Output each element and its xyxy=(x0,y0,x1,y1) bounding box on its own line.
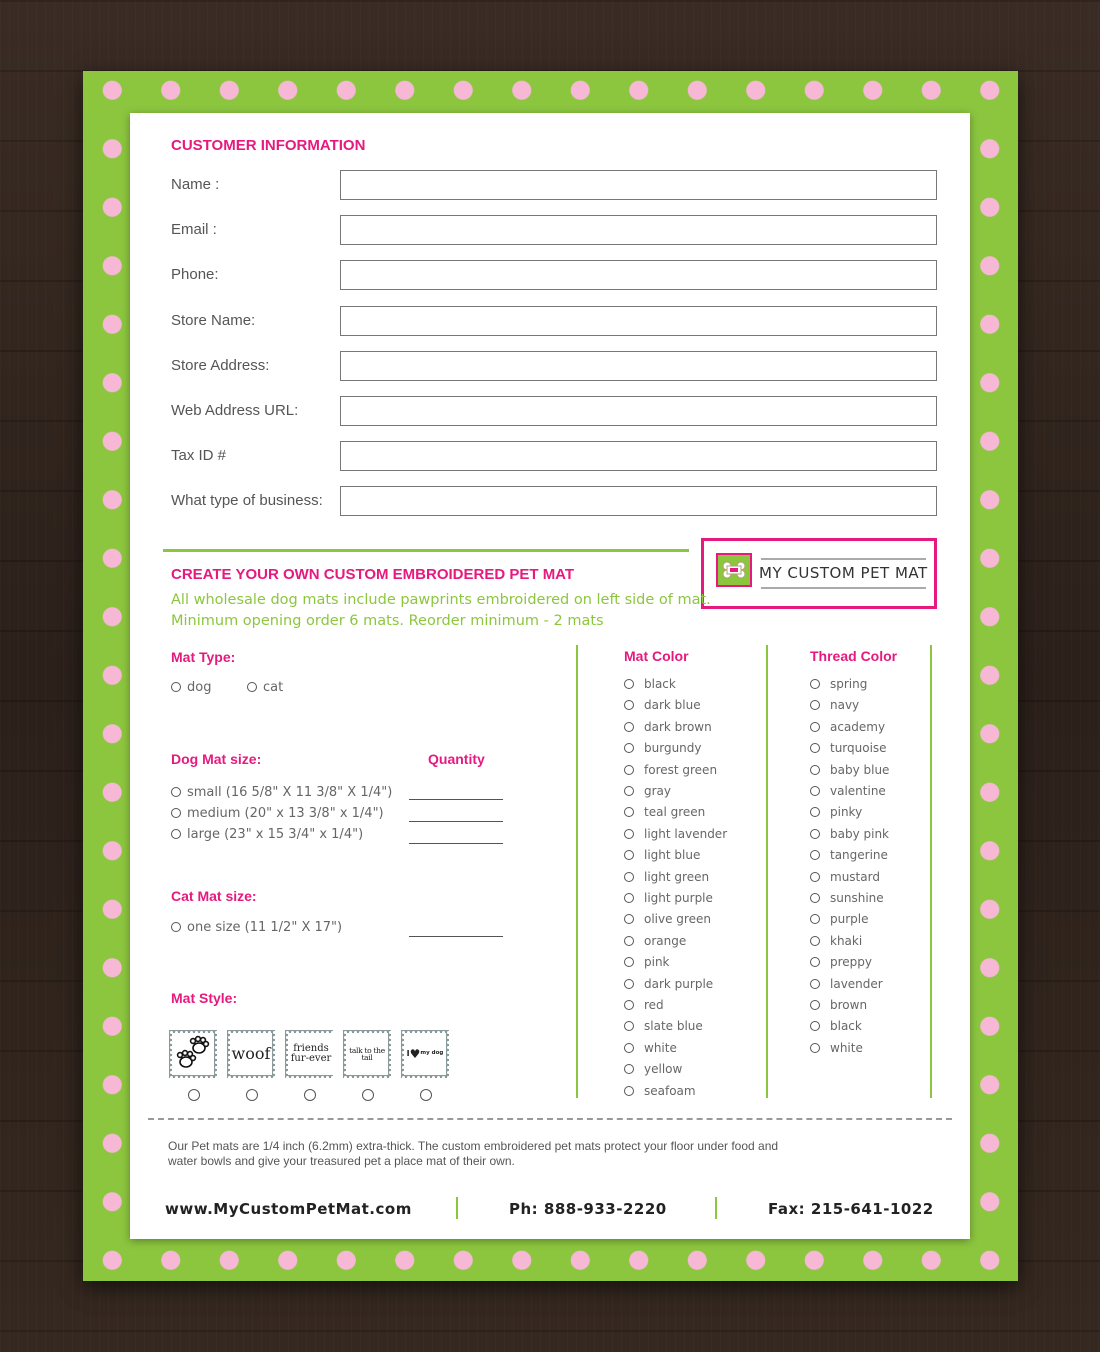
color-option[interactable] xyxy=(810,912,869,926)
radio-button[interactable] xyxy=(810,700,820,710)
cat-size-one-option[interactable]: one size (11 1/2" X 17") xyxy=(171,920,342,935)
radio-button[interactable] xyxy=(624,893,634,903)
radio-button[interactable] xyxy=(810,893,820,903)
footer-separator-2 xyxy=(715,1197,717,1219)
style-radio-1[interactable] xyxy=(188,1087,206,1105)
quantity-line-small[interactable] xyxy=(409,799,503,800)
mat-description-line2: water bowls and give your treasured pet a place mat of their own. xyxy=(168,1154,515,1168)
color-option-label: tangerine xyxy=(830,848,888,863)
dog-size-small-option[interactable]: small (16 5/8" X 11 3/8" X 1/4") xyxy=(171,785,392,800)
friends-fur-ever-text: friends fur-ever xyxy=(288,1033,334,1075)
quantity-line-cat[interactable] xyxy=(409,936,503,937)
color-option-label: sunshine xyxy=(830,891,884,905)
radio-button[interactable] xyxy=(624,679,634,689)
radio-button[interactable] xyxy=(171,682,181,692)
radio-button[interactable] xyxy=(810,786,820,796)
radio-button[interactable] xyxy=(810,872,820,882)
color-option[interactable] xyxy=(810,784,886,798)
radio-button[interactable] xyxy=(247,682,257,692)
color-option-label: preppy xyxy=(830,955,873,970)
radio-button[interactable] xyxy=(624,1064,634,1074)
color-option[interactable] xyxy=(624,1084,696,1098)
radio-button[interactable] xyxy=(810,957,820,967)
color-option[interactable] xyxy=(624,955,670,969)
talk-to-the-tail-text: talk to the tail xyxy=(346,1033,388,1075)
radio-button[interactable] xyxy=(810,1043,820,1053)
quantity-line-medium[interactable] xyxy=(409,821,503,822)
color-option[interactable] xyxy=(810,998,867,1012)
radio-button[interactable] xyxy=(810,1021,820,1031)
custom-mat-heading: CREATE YOUR OWN CUSTOM EMBROIDERED PET MAT xyxy=(171,566,575,583)
color-option[interactable] xyxy=(624,1062,682,1076)
color-option[interactable] xyxy=(624,720,712,734)
field-label: Name : xyxy=(171,176,220,193)
color-option-label: pink xyxy=(644,955,670,970)
color-option-label: dark purple xyxy=(644,976,714,991)
color-option-label: baby pink xyxy=(830,826,890,841)
style-woof[interactable] xyxy=(227,1030,275,1078)
style-friends-fur-ever[interactable] xyxy=(285,1030,333,1078)
text-input[interactable] xyxy=(340,396,937,426)
color-option[interactable] xyxy=(810,763,889,777)
color-option[interactable] xyxy=(624,977,713,991)
field-label: Tax ID # xyxy=(171,447,227,465)
color-option[interactable] xyxy=(810,827,889,841)
radio-button[interactable] xyxy=(624,936,634,946)
color-option[interactable] xyxy=(624,848,700,862)
cat-size-label: Cat Mat size: xyxy=(171,888,257,904)
color-option-label: valentine xyxy=(830,784,886,798)
color-option[interactable] xyxy=(624,870,709,884)
quantity-label: Quantity xyxy=(428,751,485,767)
color-option-label: lavender xyxy=(830,976,883,991)
color-option-label: baby blue xyxy=(830,762,890,777)
radio-button[interactable] xyxy=(624,765,634,775)
minimum-order-note: Minimum opening order 6 mats. Reorder minimum - 2 mats xyxy=(171,613,604,629)
footer-divider xyxy=(148,1118,952,1120)
color-option[interactable] xyxy=(810,1019,862,1033)
color-option-label: turquoise xyxy=(830,741,887,756)
radio-button[interactable] xyxy=(624,743,634,753)
color-option-label: light blue xyxy=(644,848,701,863)
color-option-label: light green xyxy=(644,869,710,884)
radio-button[interactable] xyxy=(624,1000,634,1010)
color-option[interactable] xyxy=(810,677,867,691)
radio-button[interactable] xyxy=(810,807,820,817)
radio-button[interactable] xyxy=(171,787,181,797)
mat-color-label: Mat Color xyxy=(624,648,689,664)
radio-button[interactable] xyxy=(188,1089,200,1101)
color-option-label: black xyxy=(830,1019,862,1034)
radio-button[interactable] xyxy=(624,1086,634,1096)
radio-button[interactable] xyxy=(171,922,181,932)
pawprints-icon xyxy=(172,1033,214,1075)
text-input[interactable] xyxy=(340,486,937,516)
color-option-label: purple xyxy=(830,912,869,927)
radio-button[interactable] xyxy=(624,807,634,817)
i-love-my-dog-art xyxy=(404,1033,446,1075)
radio-button[interactable] xyxy=(420,1089,432,1101)
mat-type-label: Mat Type: xyxy=(171,649,236,665)
color-option[interactable] xyxy=(624,805,705,819)
text-input[interactable] xyxy=(340,441,937,471)
color-option-label: orange xyxy=(644,933,687,948)
section-divider xyxy=(163,549,689,552)
color-option-label: seafoam xyxy=(644,1083,696,1098)
mat-description-line1: Our Pet mats are 1/4 inch (6.2mm) extra-thick. The custom embroidered pet mats protect your floor under food and xyxy=(168,1139,779,1153)
radio-button[interactable] xyxy=(624,979,634,989)
radio-button[interactable] xyxy=(810,679,820,689)
radio-button[interactable] xyxy=(304,1089,316,1101)
phone-number: Ph: 888-933-2220 xyxy=(509,1200,667,1218)
color-option-label: navy xyxy=(830,698,860,713)
text-input[interactable] xyxy=(340,170,937,200)
text-input[interactable] xyxy=(340,260,937,290)
color-option[interactable] xyxy=(624,934,686,948)
radio-button[interactable] xyxy=(624,850,634,860)
logo-rule-top xyxy=(761,558,926,560)
field-label: Web Address URL: xyxy=(171,402,299,419)
radio-button[interactable] xyxy=(624,1043,634,1053)
my-dog-text: my dog xyxy=(420,1050,444,1057)
color-option[interactable] xyxy=(810,848,888,862)
color-option[interactable] xyxy=(810,698,859,712)
color-option-label: yellow xyxy=(644,1062,683,1077)
fax-number: Fax: 215-641-1022 xyxy=(768,1200,934,1218)
radio-button[interactable] xyxy=(624,957,634,967)
wholesale-note: All wholesale dog mats include pawprints embroidered on left side of mat. xyxy=(171,592,711,608)
website-link[interactable]: www.MyCustomPetMat.com xyxy=(165,1200,412,1218)
quantity-line-large[interactable] xyxy=(409,843,503,844)
bone-icon xyxy=(716,553,752,587)
radio-button[interactable] xyxy=(810,829,820,839)
dog-size-label: Dog Mat size: xyxy=(171,751,262,767)
color-option[interactable] xyxy=(810,891,884,905)
color-option-label: khaki xyxy=(830,933,863,948)
color-option[interactable] xyxy=(810,977,883,991)
field-label: What type of business: xyxy=(171,492,323,510)
radio-button[interactable] xyxy=(810,1000,820,1010)
radio-button[interactable] xyxy=(810,936,820,946)
color-option[interactable] xyxy=(624,1041,677,1055)
logo-text: MY CUSTOM PET MAT xyxy=(759,564,928,582)
color-option-label: red xyxy=(644,998,664,1012)
color-option-label: olive green xyxy=(644,912,711,927)
field-label: Phone: xyxy=(171,266,219,284)
text-input[interactable] xyxy=(340,215,937,245)
color-option-label: white xyxy=(644,1040,677,1055)
color-option[interactable] xyxy=(624,891,713,905)
color-option[interactable] xyxy=(624,1019,703,1033)
radio-button[interactable] xyxy=(810,850,820,860)
radio-button[interactable] xyxy=(624,872,634,882)
radio-button[interactable] xyxy=(624,1021,634,1031)
radio-button[interactable] xyxy=(624,722,634,732)
brand-logo xyxy=(701,538,937,609)
field-label: Store Name: xyxy=(171,311,256,329)
mat-type-cat-option[interactable]: cat xyxy=(247,680,283,695)
i-text: I xyxy=(406,1049,410,1058)
radio-button[interactable] xyxy=(171,808,181,818)
color-option[interactable] xyxy=(624,763,717,777)
color-option-label: spring xyxy=(830,677,868,691)
style-radio-5[interactable] xyxy=(420,1087,438,1105)
thread-color-label: Thread Color xyxy=(810,648,898,664)
logo-rule-bottom xyxy=(761,587,926,589)
radio-button[interactable] xyxy=(810,765,820,775)
color-option-label: light purple xyxy=(644,891,713,905)
color-option[interactable] xyxy=(810,955,872,969)
text-input[interactable] xyxy=(340,306,937,336)
column-divider-left xyxy=(576,645,578,1098)
color-option[interactable] xyxy=(624,998,664,1012)
color-option[interactable] xyxy=(810,870,880,884)
style-i-love-my-dog[interactable] xyxy=(401,1030,449,1078)
column-divider-right xyxy=(930,645,932,1098)
color-option-label: academy xyxy=(830,719,886,734)
color-option[interactable] xyxy=(624,784,671,798)
style-radio-4[interactable] xyxy=(362,1087,380,1105)
field-label: Store Address: xyxy=(171,356,270,374)
color-option-label: mustard xyxy=(830,869,880,884)
radio-button[interactable] xyxy=(624,914,634,924)
style-radio-2[interactable] xyxy=(246,1087,264,1105)
radio-button[interactable] xyxy=(810,914,820,924)
color-option-label: forest green xyxy=(644,762,718,777)
color-option[interactable] xyxy=(624,912,711,926)
field-label: Email : xyxy=(171,221,217,239)
mat-style-label: Mat Style: xyxy=(171,990,238,1006)
radio-button[interactable] xyxy=(246,1089,258,1101)
color-option[interactable] xyxy=(624,698,701,712)
color-option[interactable] xyxy=(810,741,887,755)
color-option-label: dark blue xyxy=(644,698,701,713)
radio-button[interactable] xyxy=(624,700,634,710)
radio-button[interactable] xyxy=(810,743,820,753)
style-talk-to-the-tail[interactable] xyxy=(343,1030,391,1078)
color-option-label: brown xyxy=(830,998,868,1012)
color-option-label: slate blue xyxy=(644,1019,703,1034)
color-option-label: burgundy xyxy=(644,741,702,756)
radio-button[interactable] xyxy=(171,829,181,839)
radio-button[interactable] xyxy=(624,786,634,796)
color-option-label: teal green xyxy=(644,805,706,820)
heart-icon: ♥ xyxy=(409,1047,421,1061)
color-option-label: light lavender xyxy=(644,826,728,841)
style-pawprints[interactable] xyxy=(169,1030,217,1078)
dog-size-large-option[interactable]: large (23" x 15 3/4" x 1/4") xyxy=(171,827,363,842)
color-option[interactable] xyxy=(810,805,862,819)
dog-size-medium-option[interactable]: medium (20" x 13 3/8" x 1/4") xyxy=(171,806,384,821)
color-option-label: black xyxy=(644,677,676,691)
radio-button[interactable] xyxy=(810,722,820,732)
column-divider-middle xyxy=(766,645,768,1098)
style-radio-3[interactable] xyxy=(304,1087,322,1105)
woof-text: woof xyxy=(230,1033,272,1075)
color-option[interactable] xyxy=(624,827,727,841)
radio-button[interactable] xyxy=(362,1089,374,1101)
footer-separator-1 xyxy=(456,1197,458,1219)
color-option-label: pinky xyxy=(830,805,863,820)
color-option[interactable] xyxy=(810,720,885,734)
text-input[interactable] xyxy=(340,351,937,381)
color-option[interactable] xyxy=(624,677,676,691)
radio-button[interactable] xyxy=(624,829,634,839)
color-option[interactable] xyxy=(810,1041,863,1055)
mat-type-dog-option[interactable]: dog xyxy=(171,680,211,695)
color-option[interactable] xyxy=(810,934,862,948)
color-option[interactable] xyxy=(624,741,702,755)
customer-info-heading: CUSTOMER INFORMATION xyxy=(171,137,366,154)
radio-button[interactable] xyxy=(810,979,820,989)
color-option-label: gray xyxy=(644,784,672,798)
color-option-label: dark brown xyxy=(644,719,712,734)
color-option-label: white xyxy=(830,1040,863,1055)
